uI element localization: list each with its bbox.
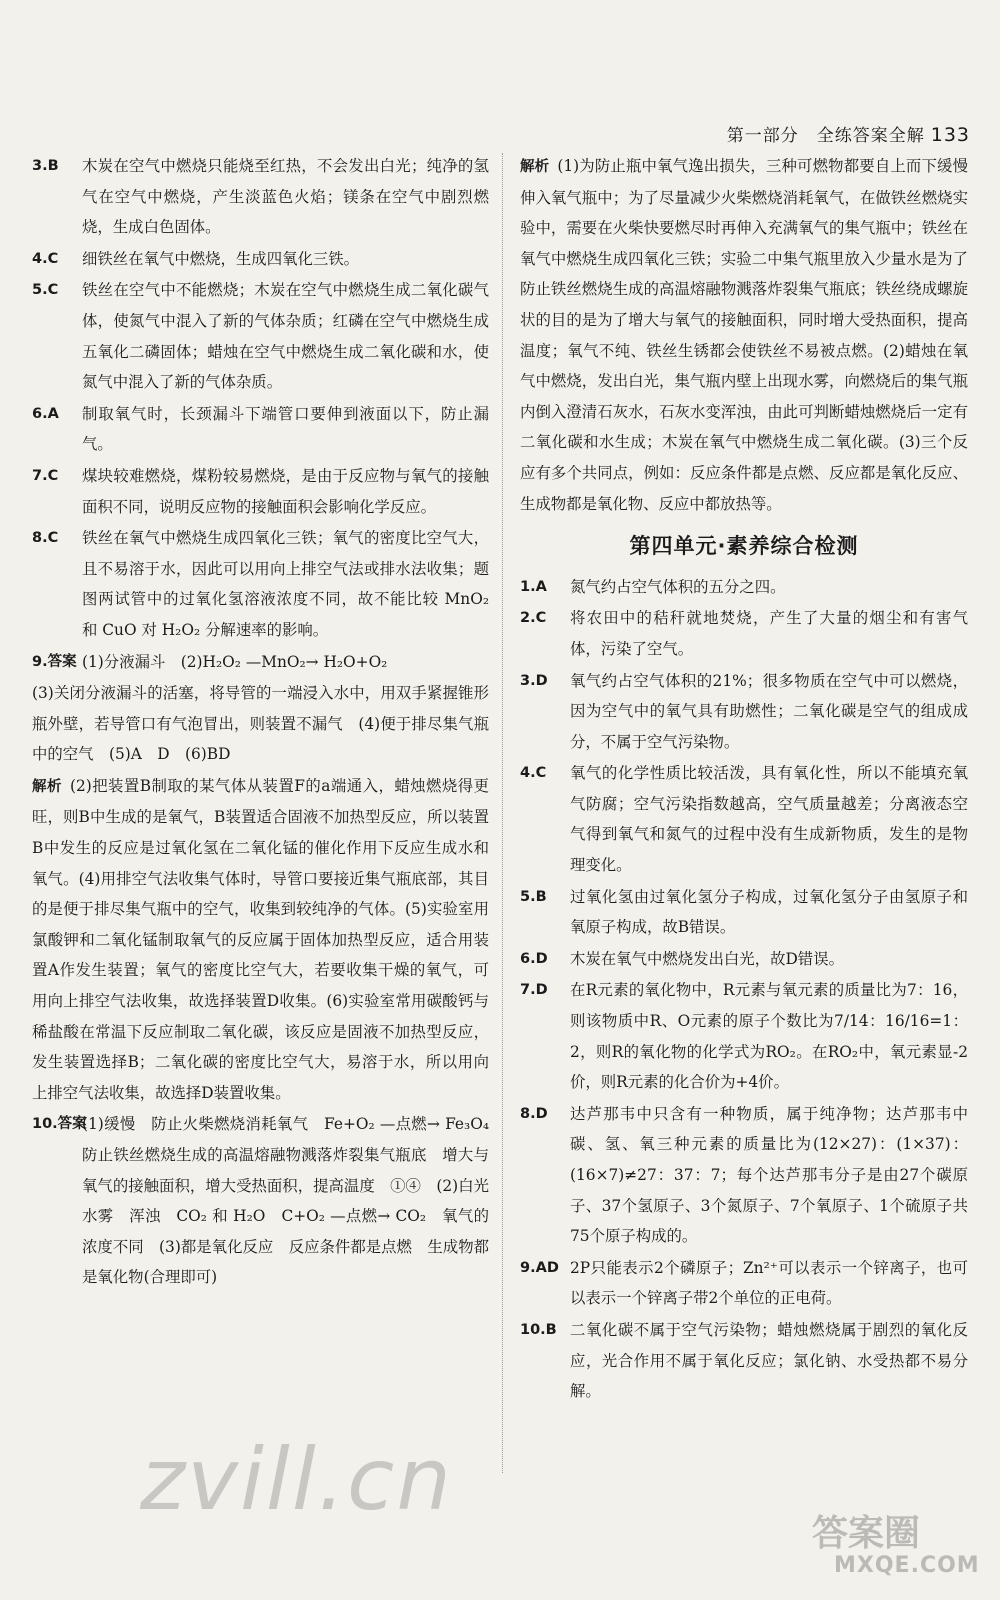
analysis-10 (520, 151, 968, 519)
answer-7 (520, 975, 968, 1097)
answer-text: 氮气约占空气体积的五分之四。 (570, 577, 786, 596)
watermark-text: zvill.cn (140, 1430, 453, 1530)
answer-text: 煤块较难燃烧，煤粉较易燃烧，是由于反应物与氧气的接触面积不同，说明反应物的接触面积会影响化学反应。 (82, 466, 489, 516)
answer-8 (32, 523, 489, 645)
answer-number: 2.C (520, 610, 547, 627)
answer-text: (1)分液漏斗 (2)H₂O₂ —MnO₂→ H₂O+O₂ (82, 652, 388, 671)
answer-number: 9.AD (520, 1259, 559, 1276)
answer-1 (520, 572, 968, 603)
answer-text: 氧气的化学性质比较活泼，具有氧化性，所以不能填充氧气防腐；空气污染指数越高，空气质量越差；分离液态空气得到氧气和氮气的过程中没有生成新物质，发生的是物理变化。 (570, 764, 968, 875)
answer-9 (520, 1253, 968, 1314)
answer-number: 6.A (32, 405, 59, 422)
answer-number: 10.答案 (32, 1116, 87, 1133)
watermark-site: MXQE.COM (834, 1553, 980, 1578)
answer-number: 7.D (520, 982, 548, 999)
section-title: 第四单元·素养综合检测 (629, 534, 859, 559)
answer-text: (1)缓慢 防止火柴燃烧消耗氧气 Fe+O₂ —点燃→ Fe₃O₄ 防止铁丝燃烧生成的高温熔融物溅落炸裂集气瓶底 增大与氧气的接触面积，增大受热面积，提高温度 ①④ (2)白光 水雾 浑浊 CO₂ 和 H₂O C+O₂ —点燃→ CO₂ 氧气的浓度不同 (3)都是氧化反应 反应条件都是点燃 生成物都是氧化物(合理即可) (82, 1115, 505, 1287)
answer-6 (520, 944, 968, 975)
answer-number: 4.C (32, 250, 59, 267)
page-number: 133 (930, 124, 970, 146)
answer-text: 铁丝在空气中不能燃烧；木炭在空气中燃烧生成二氧化碳气体，使氮气中混入了新的气体杂质；红磷在空气中燃烧生成五氧化二磷固体；蜡烛在空气中燃烧生成二氧化碳和水，使氮气中混入了新的气体杂质。 (82, 281, 489, 392)
analysis-text: (1)为防止瓶中氧气逸出损失，三种可燃物都要自上而下缓慢伸入氧气瓶中；为了尽量减少火柴燃烧消耗氧气，在做铁丝燃烧实验中，需要在火柴快要燃尽时再伸入充满氧气的集气瓶中；铁丝在氧气中燃烧生成四氧化三铁；实验二中集气瓶里放入少量水是为了防止铁丝燃烧生成的高温熔融物溅落炸裂集气瓶底；铁丝绕成螺旋状的目的是为了增大与氧气的接触面积，同时增大受热面积，提高温度；氧气不纯、铁丝生锈都会使铁丝不易被点燃。(2)蜡烛在氧气中燃烧，发出白光，集气瓶内壁上出现水雾，向燃烧后的集气瓶内倒入澄清石灰水，石灰水变浑浊，由此可判断蜡烛燃烧后一定有二氧化碳和水生成；木炭在氧气中燃烧生成二氧化碳。(3)三个反应有多个共同点，例如：反应条件都是点燃、反应都是氧化反应、生成物都是氧化物、反应中都放热等。 (520, 157, 968, 513)
analysis-9 (32, 771, 489, 1109)
answer-number: 3.B (32, 158, 59, 174)
answer-4 (520, 758, 968, 880)
answer-number: 9.答案 (32, 653, 77, 670)
watermark-stamp: 答案圈 (812, 1513, 921, 1554)
answer-text: 氧气约占空气体积的21%；很多物质在空气中可以燃烧，因为空气中的氧气具有助燃性；二氧化碳是空气的组成成分，不属于空气污染物。 (570, 671, 968, 751)
answer-text: 将农田中的秸秆就地焚烧，产生了大量的烟尘和有害气体，污染了空气。 (570, 609, 968, 658)
answer-number: 3.D (520, 672, 548, 689)
answer-7 (32, 461, 489, 522)
answer-6 (32, 399, 489, 460)
left-column (32, 151, 505, 1294)
answer-number: 8.D (520, 1105, 548, 1122)
page-header (727, 121, 970, 146)
answer-3 (520, 666, 968, 758)
answer-text: 达芦那韦中只含有一种物质，属于纯净物；达芦那韦中碳、氢、氧三种元素的质量比为(12×27)：(1×37)：(16×7)≠27：37：7；每个达芦那韦分子是由27个碳原子、37个氢原子、3个氮原子、7个氧原子、1个硫原子共75个原子构成的。 (570, 1104, 968, 1246)
answer-number: 6.D (520, 950, 548, 967)
analysis-label: 解析 (520, 159, 550, 175)
answer-number: 1.A (520, 578, 547, 595)
answer-2 (520, 603, 968, 664)
answer-number: 7.C (32, 467, 59, 484)
column-divider (502, 153, 503, 1473)
answer-text: 制取氧气时，长颈漏斗下端管口要伸到液面以下，防止漏气。 (82, 404, 489, 454)
answer-3 (32, 151, 489, 243)
header-title: 第一部分 全练答案全解 (726, 126, 925, 146)
answer-text: 过氧化氢由过氧化氢分子构成，过氧化氢分子由氢原子和氧原子构成，故B错误。 (570, 887, 968, 937)
right-column (520, 151, 968, 1408)
answer-9-continued: (3)关闭分液漏斗的活塞，将导管的一端浸入水中，用双手紧握锥形瓶外壁，若导管口有气泡冒出，则装置不漏气 (4)便于排尽集气瓶中的空气 (5)A D (6)BD (32, 684, 489, 764)
answer-10 (32, 1109, 505, 1293)
answer-text: 2P只能表示2个磷原子；Zn²⁺可以表示一个锌离子，也可以表示一个锌离子带2个单位的正电荷。 (570, 1258, 968, 1308)
answer-number: 8.C (32, 530, 59, 547)
answer-4 (32, 244, 489, 275)
answer-text: 二氧化碳不属于空气污染物；蜡烛燃烧属于剧烈的氧化反应，光合作用不属于氧化反应；氯化钠、水受热都不易分解。 (570, 1320, 968, 1401)
answer-number: 5.C (32, 282, 59, 299)
answer-5 (32, 275, 489, 397)
answer-text: 木炭在空气中燃烧只能烧至红热，不会发出白光；纯净的氢气在空气中燃烧，产生淡蓝色火焰；镁条在空气中剧烈燃烧，生成白色固体。 (82, 157, 489, 237)
answer-text: 在R元素的氧化物中，R元素与氧元素的质量比为7：16，则该物质中R、O元素的原子个数比为7/14：16/16=1：2，则R的氧化物的化学式为RO₂。在RO₂中，氧元素显-2价，则R元素的化合价为+4价。 (570, 981, 968, 1092)
analysis-label: 解析 (32, 778, 62, 795)
answer-text: 细铁丝在氧气中燃烧，生成四氧化三铁。 (82, 249, 360, 268)
answer-number: 10.B (520, 1321, 557, 1338)
answer-9 (32, 647, 489, 678)
answer-text: 铁丝在氧气中燃烧生成四氧化三铁；氧气的密度比空气大，且不易溶于水，因此可以用向上排空气法或排水法收集；题图两试管中的过氧化氢溶液浓度不同，故不能比较 MnO₂ 和 CuO 对 H₂O₂ 分解速率的影响。 (82, 529, 489, 639)
answer-number: 4.C (520, 765, 547, 782)
answer-10 (520, 1315, 968, 1407)
answer-8 (520, 1099, 968, 1252)
answer-text: 木炭在氧气中燃烧发出白光，故D错误。 (570, 949, 844, 968)
answer-number: 5.B (520, 888, 547, 905)
analysis-text: (2)把装置B制取的某气体从装置F的a端通入，蜡烛燃烧得更旺，则B中生成的是氧气，B装置适合固液不加热型反应，所以装置B中发生的反应是过氧化氢在二氧化锰的催化作用下反应生成水和氧气。(4)用排空气法收集气体时，导管口要接近集气瓶底部，其目的是便于排尽集气瓶中的空气，收集到较纯净的气体。(5)实验室用氯酸钾和二氧化锰制取氧气的反应属于固体加热型反应，适合用装置A作发生装置；氧气的密度比空气大，若要收集干燥的氧气，可用向上排空气法收集，故选择装置D收集。(6)实验室常用碳酸钙与稀盐酸在常温下反应制取二氧化碳，该反应是固液不加热型反应，发生装置选择B；二氧化碳的密度比空气大，易溶于水，所以用向上排空气法收集，故选择D装置收集。 (32, 776, 490, 1102)
answer-5 (520, 882, 968, 943)
